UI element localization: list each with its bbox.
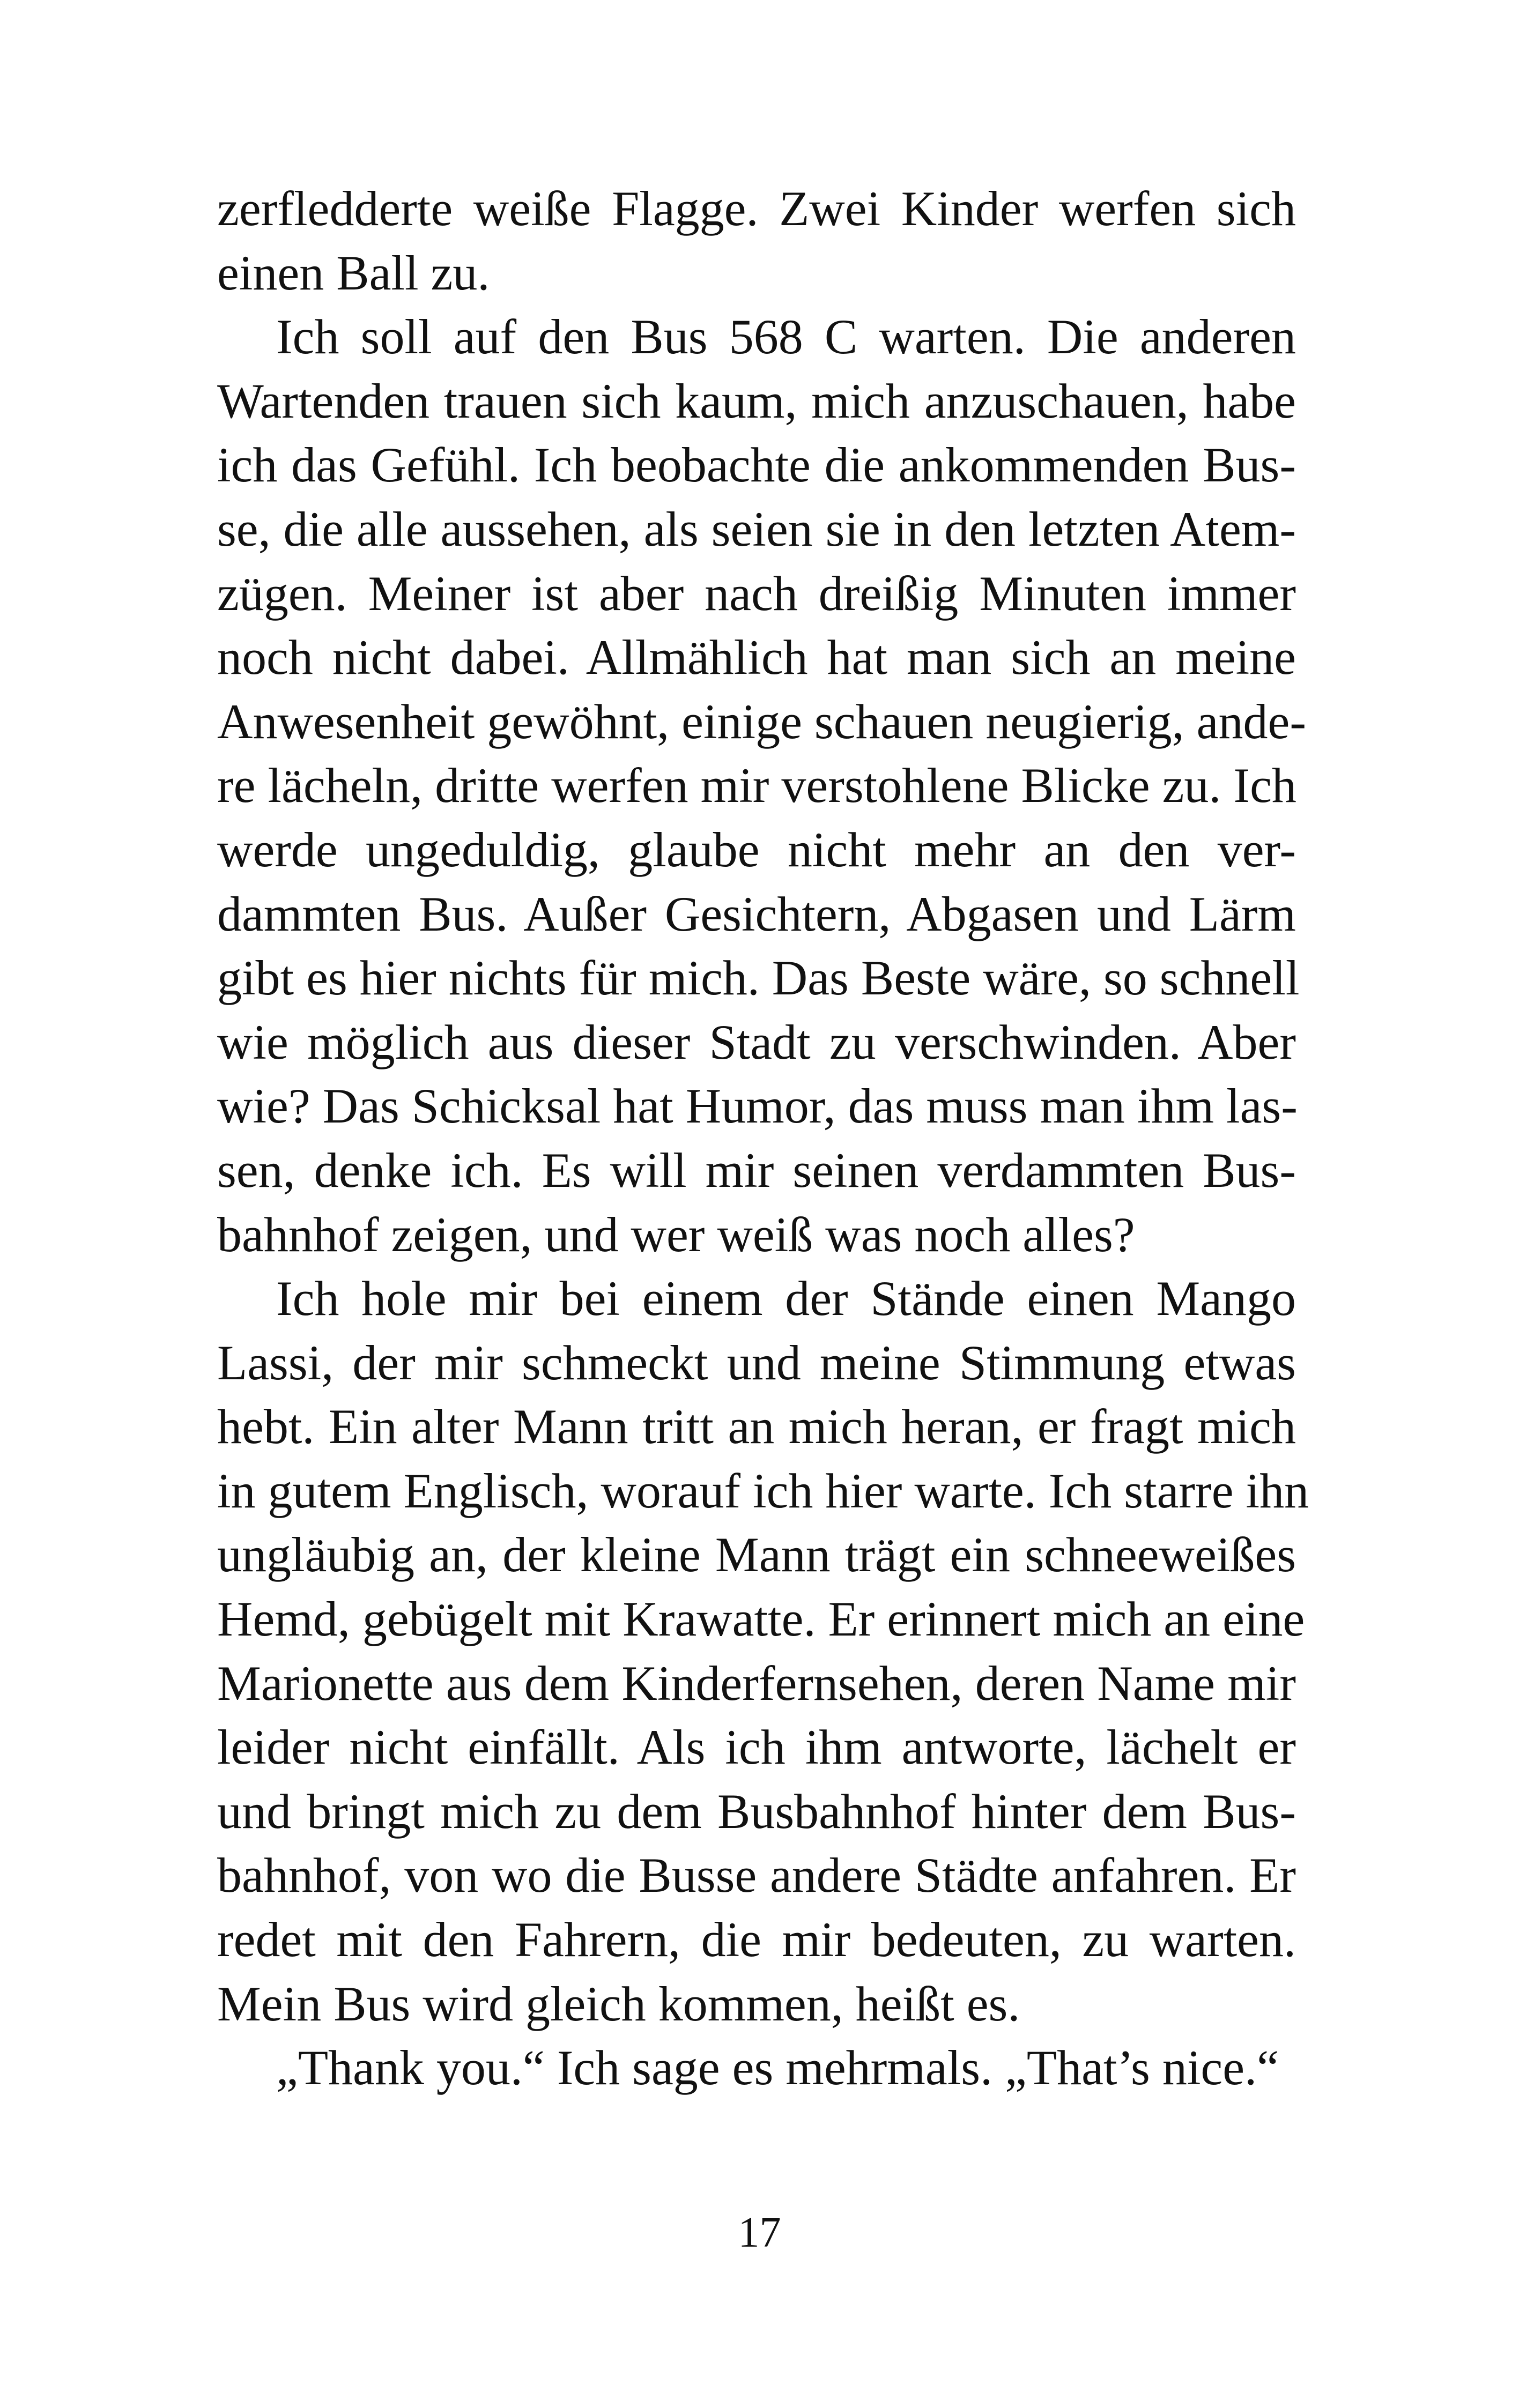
text-line: Mein Bus wird gleich kommen, heißt es. bbox=[217, 1976, 1020, 2031]
text-line: Hemd, gebügelt mit Krawatte. Er erinnert mich an eine bbox=[217, 1592, 1305, 1647]
text-line: se, die alle aussehen, als seien sie in den letzten Atem- bbox=[217, 501, 1296, 556]
text-line: Lassi, der mir schmeckt und meine Stimmung etwas bbox=[217, 1335, 1296, 1390]
text-line: dammten Bus. Außer Gesichtern, Abgasen und Lärm bbox=[217, 886, 1296, 941]
text-line: ungläubig an, der kleine Mann trägt ein schneeweißes bbox=[217, 1527, 1296, 1582]
text-line: re lächeln, dritte werfen mir verstohlene Blicke zu. Ich bbox=[217, 758, 1296, 813]
text-line: bahnhof zeigen, und wer weiß was noch alles? bbox=[217, 1207, 1135, 1262]
page-number: 17 bbox=[738, 2209, 781, 2256]
text-line: sen, denke ich. Es will mir seinen verdammten Bus- bbox=[217, 1142, 1296, 1198]
text-line: Wartenden trauen sich kaum, mich anzuschauen, habe bbox=[217, 373, 1296, 428]
text-line: bahnhof, von wo die Busse andere Städte anfahren. Er bbox=[217, 1848, 1296, 1903]
text-line: in gutem Englisch, worauf ich hier warte. Ich starre ihn bbox=[217, 1463, 1309, 1518]
text-line: hebt. Ein alter Mann tritt an mich heran, er fragt mich bbox=[217, 1399, 1296, 1454]
text-line: und bringt mich zu dem Busbahnhof hinter dem Bus- bbox=[217, 1783, 1296, 1839]
text-line: gibt es hier nichts für mich. Das Beste wäre, so schnell bbox=[217, 950, 1300, 1006]
text-line: zerfledderte weiße Flagge. Zwei Kinder werfen sich bbox=[217, 181, 1296, 236]
text-line: redet mit den Fahrern, die mir bedeuten, zu warten. bbox=[217, 1912, 1296, 1967]
text-line: leider nicht einfällt. Als ich ihm antworte, lächelt er bbox=[217, 1720, 1296, 1775]
book-page-text bbox=[217, 177, 1309, 2100]
text-line: Marionette aus dem Kinderfernsehen, deren Name mir bbox=[217, 1655, 1296, 1711]
text-line: einen Ball zu. bbox=[217, 245, 490, 300]
text-line: Ich hole mir bei einem der Stände einen Mango bbox=[276, 1271, 1296, 1326]
text-line: werde ungeduldig, glaube nicht mehr an den ver- bbox=[217, 822, 1296, 877]
text-line: Ich soll auf den Bus 568 C warten. Die anderen bbox=[276, 309, 1296, 365]
text-line: noch nicht dabei. Allmählich hat man sich an meine bbox=[217, 630, 1296, 685]
text-line: Anwesenheit gewöhnt, einige schauen neugierig, ande- bbox=[217, 694, 1306, 749]
text-line: „Thank you.“ Ich sage es mehrmals. „That’s nice.“ bbox=[276, 2040, 1279, 2095]
text-line: zügen. Meiner ist aber nach dreißig Minuten immer bbox=[217, 566, 1296, 621]
text-line: wie? Das Schicksal hat Humor, das muss man ihm las- bbox=[217, 1079, 1298, 1134]
text-line: ich das Gefühl. Ich beobachte die ankommenden Bus- bbox=[217, 437, 1296, 493]
text-line: wie möglich aus dieser Stadt zu verschwinden. Aber bbox=[217, 1014, 1296, 1069]
